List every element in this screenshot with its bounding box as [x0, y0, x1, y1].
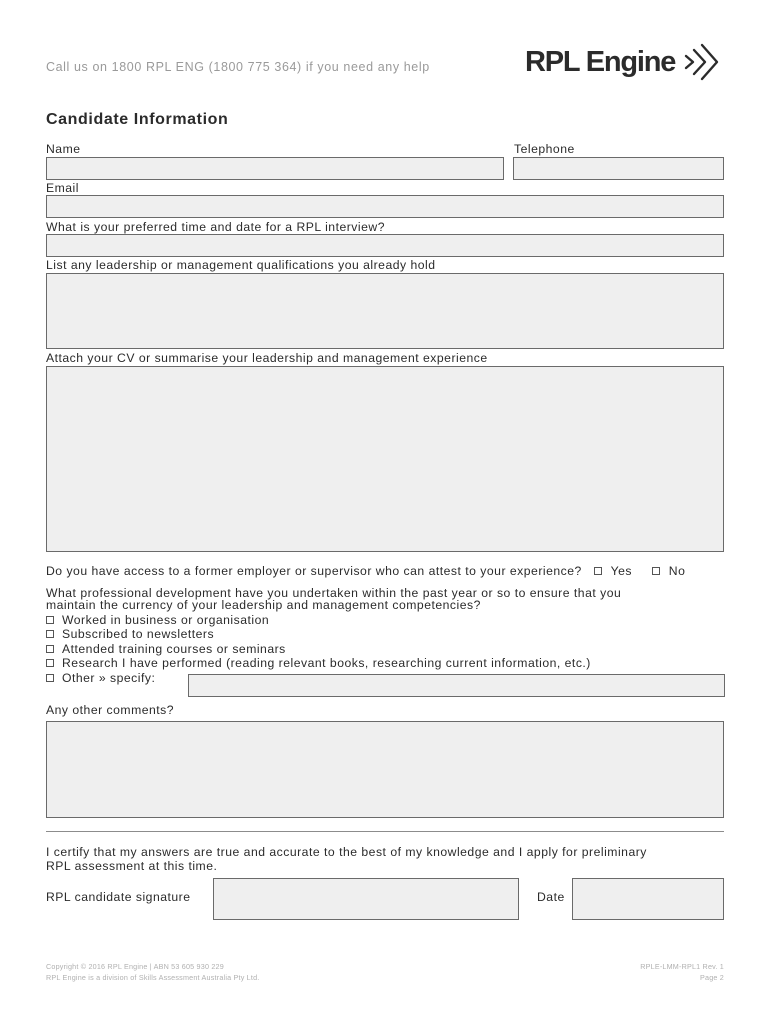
divider — [46, 831, 724, 832]
certification-line2: RPL assessment at this time. — [46, 859, 218, 873]
interview-label: What is your preferred time and date for a RPL interview? — [46, 220, 385, 234]
no-checkbox[interactable] — [652, 567, 660, 575]
pd-checkbox[interactable] — [46, 630, 54, 638]
footer-page-number: Page 2 — [700, 973, 724, 982]
interview-field[interactable] — [46, 234, 724, 257]
pd-option-label: Attended training courses or seminars — [62, 642, 286, 656]
comments-textarea[interactable] — [46, 721, 724, 818]
footer-copyright: Copyright © 2016 RPL Engine | ABN 53 605 930 229 — [46, 962, 224, 971]
pd-option-research[interactable] — [46, 656, 591, 670]
experience-textarea[interactable] — [46, 366, 724, 552]
email-field[interactable] — [46, 195, 724, 218]
qualifications-textarea[interactable] — [46, 273, 724, 349]
pd-checkbox[interactable] — [46, 616, 54, 624]
other-specify-field[interactable] — [188, 674, 725, 697]
rpl-engine-logo — [525, 42, 725, 84]
name-field[interactable] — [46, 157, 504, 180]
qualifications-label: List any leadership or management qualifications you already hold — [46, 258, 436, 272]
section-title: Candidate Information — [46, 111, 229, 128]
pd-option-label: Subscribed to newsletters — [62, 627, 215, 641]
telephone-field[interactable] — [513, 157, 724, 180]
help-line: Call us on 1800 RPL ENG (1800 775 364) if you need any help — [46, 60, 430, 74]
pd-option-worked[interactable] — [46, 613, 269, 627]
referee-question-text: Do you have access to a former employer or supervisor who can attest to your experience? — [46, 564, 582, 578]
comments-label: Any other comments? — [46, 703, 175, 717]
no-label: No — [668, 564, 686, 578]
pd-option-training[interactable] — [46, 642, 286, 656]
pd-option-label: Worked in business or organisation — [62, 613, 270, 627]
footer-division: RPL Engine is a division of Skills Assessment Australia Pty Ltd. — [46, 973, 260, 982]
name-label: Name — [46, 142, 81, 156]
footer-doc-code: RPLE-LMM-RPL1 Rev. 1 — [640, 962, 724, 971]
pd-option-label: Research I have performed (reading relevant books, researching current information, etc.) — [62, 656, 591, 670]
yes-label: Yes — [610, 564, 632, 578]
pd-checkbox[interactable] — [46, 674, 54, 682]
pd-question-line1: What professional development have you undertaken within the past year or so to ensure that you — [46, 586, 622, 600]
chevrons-logo-icon — [683, 42, 719, 82]
pd-option-newsletters[interactable] — [46, 627, 214, 641]
pd-question-line2: maintain the currency of your leadership and management competencies? — [46, 598, 481, 612]
experience-label: Attach your CV or summarise your leadership and management experience — [46, 351, 488, 365]
pd-option-label: Other » specify: — [62, 671, 156, 685]
yes-checkbox[interactable] — [594, 567, 602, 575]
logo-wordmark: RPL Engine — [525, 46, 676, 78]
certification-line1: I certify that my answers are true and accurate to the best of my knowledge and I apply for preliminary — [46, 845, 647, 859]
pd-checkbox[interactable] — [46, 645, 54, 653]
date-field[interactable] — [572, 878, 724, 920]
date-label: Date — [537, 890, 565, 904]
signature-field[interactable] — [213, 878, 519, 920]
referee-question — [46, 564, 685, 578]
pd-option-other[interactable] — [46, 671, 155, 685]
telephone-label: Telephone — [514, 142, 575, 156]
email-label: Email — [46, 181, 79, 195]
pd-checkbox[interactable] — [46, 659, 54, 667]
signature-label: RPL candidate signature — [46, 890, 191, 904]
